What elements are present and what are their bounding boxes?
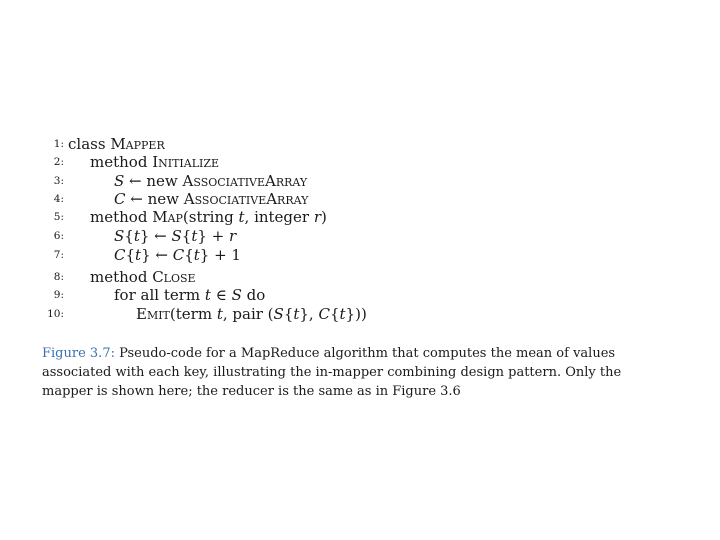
line-body (114, 189, 308, 209)
code-token: } + (197, 227, 230, 245)
line-body (114, 171, 307, 191)
code-line-7 (0, 245, 720, 265)
code-token: Emit (136, 305, 170, 323)
code-token: t (135, 246, 142, 264)
code-line-10 (0, 304, 720, 324)
code-token: ) (321, 208, 327, 226)
code-token: S (273, 305, 284, 323)
code-token: { (124, 227, 134, 245)
code-token: ← new (124, 172, 183, 190)
code-token: ← new (125, 190, 184, 208)
code-line-2 (0, 152, 720, 172)
code-token: Initialize (152, 153, 220, 171)
code-token: t (216, 305, 223, 323)
code-token: r (313, 208, 322, 226)
code-token: } ← (141, 246, 173, 264)
code-token: C (114, 246, 126, 264)
code-token: C (172, 246, 185, 264)
line-number: 3: (53, 175, 64, 187)
code-token: t (339, 305, 346, 323)
code-line-6 (0, 226, 720, 246)
code-token: t (191, 227, 198, 245)
code-token: t (293, 305, 300, 323)
line-body (68, 134, 165, 154)
code-line-9 (0, 285, 720, 305)
code-token: Mapper (110, 135, 165, 153)
code-token: S (231, 286, 242, 304)
code-token: Map (152, 208, 183, 226)
code-token: t (238, 208, 245, 226)
line-body (90, 207, 327, 227)
code-token: method (90, 268, 153, 286)
code-token: do (241, 286, 266, 304)
code-line-8 (0, 267, 720, 287)
code-token: S (114, 227, 125, 245)
code-token: (term (169, 305, 217, 323)
code-token: } + 1 (199, 246, 241, 264)
code-line-1 (0, 134, 720, 154)
line-number: 4: (53, 193, 64, 205)
code-token: class (68, 135, 111, 153)
code-token: for all term (114, 286, 205, 304)
code-token: ∈ (210, 286, 232, 304)
line-body (90, 267, 196, 287)
line-number: 7: (53, 249, 64, 261)
code-token: C (114, 190, 126, 208)
code-token: method (90, 208, 153, 226)
code-line-4 (0, 189, 720, 209)
code-token: { (181, 227, 192, 245)
code-token: { (329, 305, 340, 323)
line-body (114, 245, 241, 265)
line-number: 2: (53, 156, 64, 168)
code-token: })) (345, 305, 367, 323)
line-body (114, 226, 236, 246)
code-token: , pair ( (222, 305, 274, 323)
code-token: C (318, 305, 330, 323)
code-token: , integer (244, 208, 314, 226)
code-token: r (229, 227, 237, 245)
line-number: 10: (47, 308, 64, 320)
code-token: }, (299, 305, 319, 323)
figure-label: Figure 3.7: (42, 346, 115, 361)
code-token: t (133, 227, 140, 245)
code-token: { (184, 246, 194, 264)
line-number: 9: (53, 289, 64, 301)
line-number: 1: (53, 138, 64, 150)
line-number: 6: (53, 230, 64, 242)
line-number: 5: (53, 211, 64, 223)
code-line-3 (0, 171, 720, 191)
code-token: method (90, 153, 153, 171)
line-body (90, 152, 219, 172)
caption-text: Pseudo-code for a MapReduce algorithm that computes the mean of values associated with each key, illustrating the in-mapper combining design pattern. Only the mapper is shown here; the reducer is the same as in Figure 3.6 (42, 346, 622, 399)
code-token: { (125, 246, 136, 264)
line-number: 8: (53, 271, 64, 283)
code-token: AssociativeArray (183, 190, 309, 208)
code-token: S (114, 172, 125, 190)
code-token: { (283, 305, 294, 323)
code-token: S (171, 227, 182, 245)
line-body (114, 285, 265, 305)
code-token: AssociativeArray (182, 172, 308, 190)
line-body (136, 304, 367, 324)
figure-caption (42, 344, 622, 401)
code-line-5 (0, 207, 720, 227)
code-token: } ← (139, 227, 172, 245)
code-token: (string (182, 208, 239, 226)
code-token: t (193, 246, 200, 264)
code-token: t (204, 286, 211, 304)
code-token: Close (152, 268, 196, 286)
